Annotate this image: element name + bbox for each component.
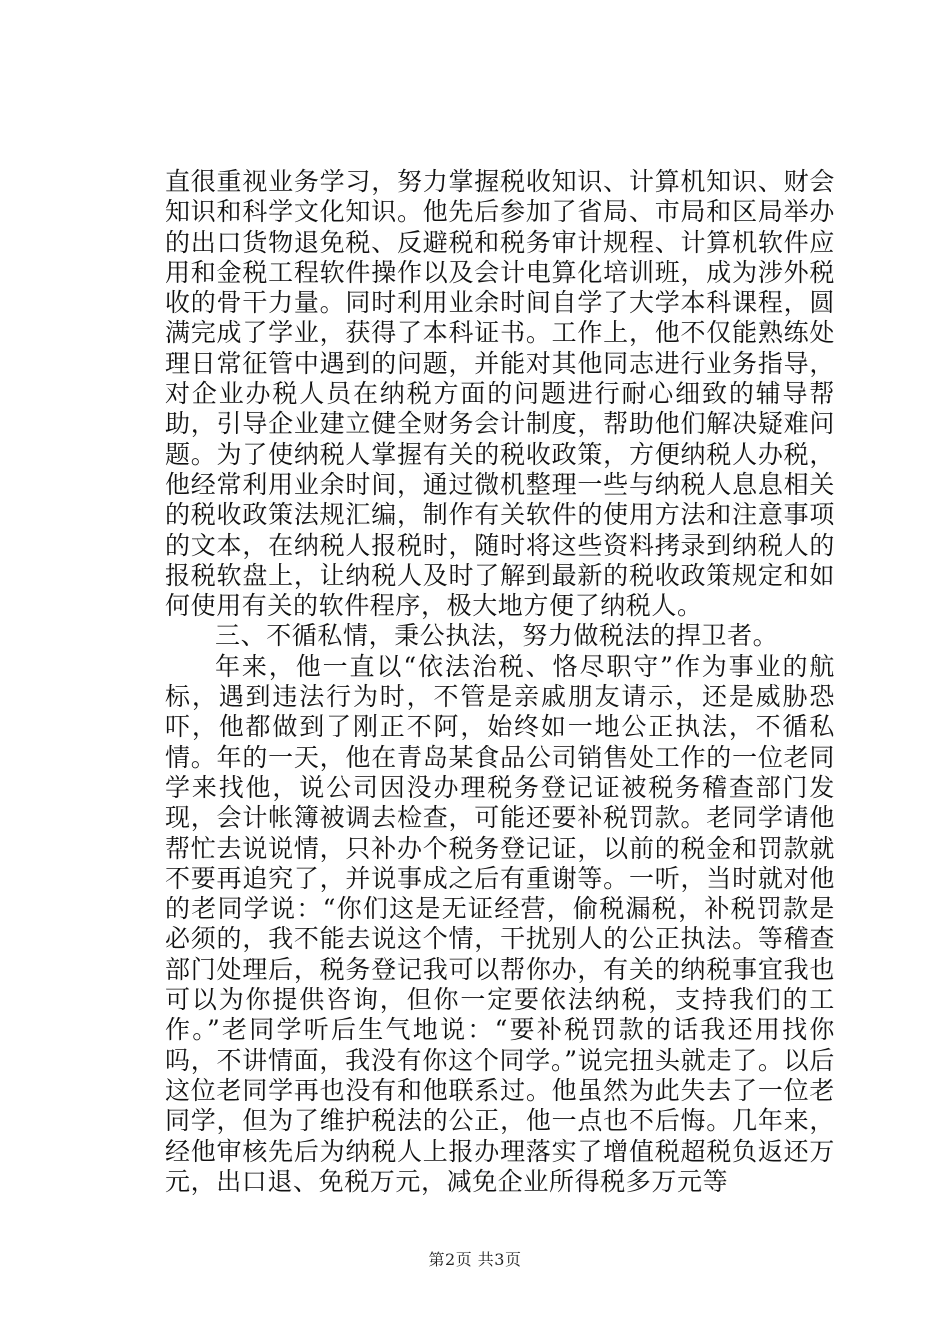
paragraph-2: 年来，他一直以“依法治税、恪尽职守”作为事业的航标，遇到违法行为时，不管是亲戚朋友请示，还是威胁恐吓，他都做到了刚正不阿，始终如一地公正执法，不循私情。年的一天，他在青岛某食品公司销售处工作的一位老同学来找他，说公司因没办理税务登记证被税务稽查部门发现，会计帐簿被调去检查，可能还要补税罚款。老同学请他帮忙去说说情，只补办个税务登记证，以前的税金和罚款就不要再追究了，并说事成之后有重谢等。一听，当时就对他的老同学说：“你们这是无证经营，偷税漏税，补税罚款是必须的，我不能去说这个情，干扰别人的公正执法。等稽查部门处理后，税务登记我可以帮你办，有关的纳税事宜我也可以为你提供咨询，但你一定要依法纳税，支持我们的工作。”老同学听后生气地说：“要补税罚款的话我还用找你吗，不讲情面，我没有你这个同学。”说完扭头就走了。以后这位老同学再也没有和他联系过。他虽然为此失去了一位老同学，但为了维护税法的公正，他一点也不后悔。几年来，经他审核先后为纳税人上报办理落实了增值税超税负返还万元，出口退、免税万元，减免企业所得税多万元等 [165,651,835,1196]
section-heading-3: 三、不循私情，秉公执法，努力做税法的捍卫者。 [215,621,779,651]
document-body [165,167,835,1197]
paragraph-1: 直很重视业务学习，努力掌握税收知识、计算机知识、财会知识和科学文化知识。他先后参加了省局、市局和区局举办的出口货物退免税、反避税和税务审计规程、计算机软件应用和金税工程软件操作以及会计电算化培训班，成为涉外税收的骨干力量。同时利用业余时间自学了大学本科课程，圆满完成了学业，获得了本科证书。工作上，他不仅能熟练处理日常征管中遇到的问题，并能对其他同志进行业务指导，对企业办税人员在纳税方面的问题进行耐心细致的辅导帮助，引导企业建立健全财务会计制度，帮助他们解决疑难问题。为了使纳税人掌握有关的税收政策，方便纳税人办税，他经常利用业余时间，通过微机整理一些与纳税人息息相关的税收政策法规汇编，制作有关软件的使用方法和注意事项的文本，在纳税人报税时，随时将这些资料拷录到纳税人的报税软盘上，让纳税人及时了解到最新的税收政策规定和如何使用有关的软件程序，极大地方便了纳税人。 [165,167,835,621]
page-number-footer: 第2页 共3页 [428,1250,522,1269]
